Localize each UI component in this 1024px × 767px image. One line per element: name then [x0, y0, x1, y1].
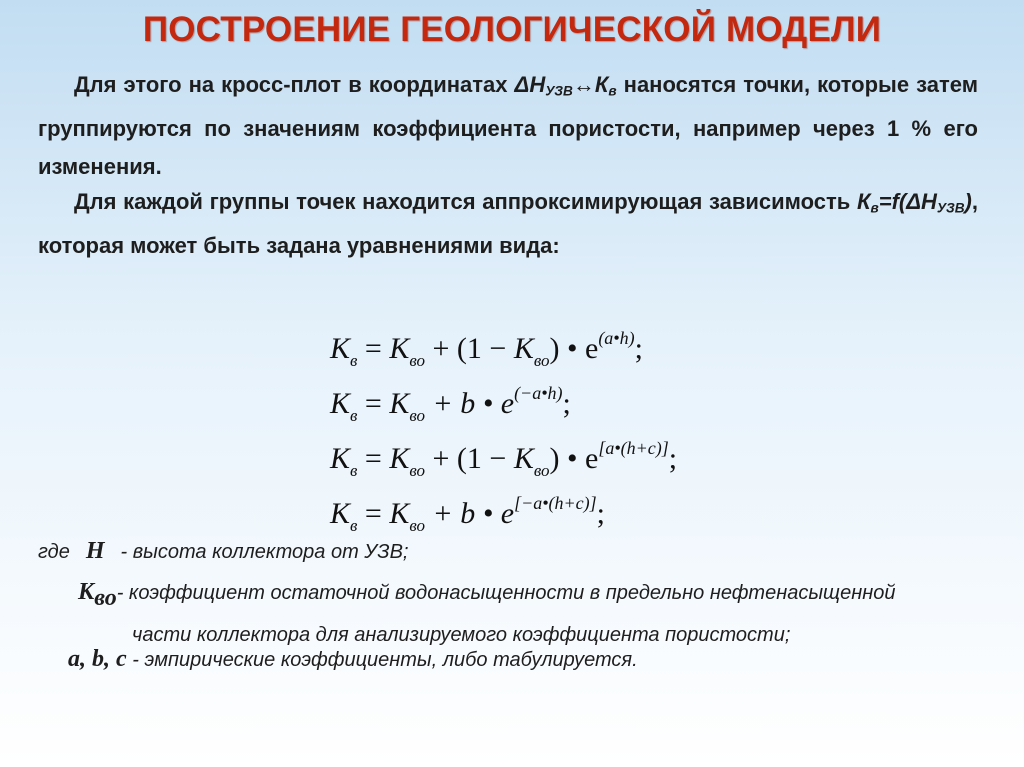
formula-3 [330, 423, 750, 478]
f2-lhs: K [330, 387, 351, 420]
p2-eq: =f(ΔН [878, 189, 937, 214]
paragraph-approximation [38, 183, 978, 265]
note-k-desc-1: - коэффициент остаточной водонасыщенности в предельно нефтенасыщенной [116, 582, 896, 604]
f1-lhs-sub: в [350, 351, 358, 370]
note-kvo [78, 574, 1010, 654]
f4-lhs-sub: в [350, 516, 358, 535]
f4-eq: = [357, 497, 390, 530]
f1-tail: ) • e [549, 332, 599, 365]
f4-exp: [−a•(h+c)] [514, 493, 597, 513]
p2-close: ) [964, 189, 972, 214]
note-h-desc: - высота коллектора от УЗВ; [120, 541, 409, 563]
f1-eq: = [357, 332, 390, 365]
note-h-symbol: H [85, 538, 105, 564]
p1-dh-sub: УЗВ [545, 83, 573, 99]
note-h [38, 538, 408, 565]
formula-block [330, 313, 750, 533]
note-k-sub: во [94, 585, 117, 611]
f1-k0-sub: во [409, 351, 425, 370]
p2-dh-sub: УЗВ [936, 200, 965, 216]
f2-end: ; [562, 387, 571, 420]
note-k-symbol: К [78, 579, 95, 605]
f4-lhs: K [330, 497, 351, 530]
f3-end: ; [668, 442, 678, 475]
note-abc [68, 646, 638, 673]
p2-k: К [856, 189, 871, 214]
f2-rest: + b • e [425, 387, 515, 420]
f3-exp: [a•(h+c)] [598, 438, 669, 458]
f2-k0: K [389, 387, 410, 420]
f3-rest: + (1 − [425, 442, 514, 475]
p1-k-sub: в [608, 83, 617, 99]
note-where: где [38, 541, 70, 563]
f2-lhs-sub: в [350, 406, 358, 425]
f2-k0-sub: во [409, 406, 425, 425]
p2-text-after: , которая может быть задана уравнениями вида: [38, 189, 978, 259]
f3-lhs: K [330, 442, 351, 475]
f3-k1: K [513, 442, 534, 475]
p1-arrow: ↔ [572, 72, 595, 97]
note-abc-symbol: a, b, c [68, 646, 127, 672]
formula-2 [330, 368, 750, 423]
note-abc-desc: - эмпирические коэффициенты, либо табулируется. [126, 649, 638, 671]
p2-k-sub: в [870, 200, 879, 216]
f2-eq: = [357, 387, 390, 420]
f1-lhs: K [330, 332, 351, 365]
f3-k0-sub: во [409, 461, 425, 480]
slide-title: ПОСТРОЕНИЕ ГЕОЛОГИЧЕСКОЙ МОДЕЛИ [142, 10, 882, 49]
f1-end: ; [634, 332, 643, 365]
f4-k0: K [389, 497, 410, 530]
p1-dh: ΔН [514, 72, 546, 97]
p1-k: К [594, 72, 609, 97]
f4-k0-sub: во [409, 516, 425, 535]
f1-k0: K [389, 332, 410, 365]
f2-exp: (−a•h) [514, 383, 563, 403]
f3-lhs-sub: в [350, 461, 358, 480]
f1-k1: K [513, 332, 534, 365]
note-k-desc-2: части коллектора для анализируемого коэффициента пористости; [132, 624, 791, 646]
f3-tail: ) • e [549, 442, 599, 475]
formula-4 [330, 478, 750, 533]
f4-end: ; [596, 497, 605, 530]
f3-k1-sub: во [533, 461, 550, 480]
f3-k0: K [389, 442, 410, 475]
f1-exp: (a•h) [598, 328, 635, 348]
f4-rest: + b • e [425, 497, 515, 530]
p1-text-before: Для этого на кросс-плот в координатах [74, 72, 515, 97]
p2-text-before: Для каждой группы точек находится аппроксимирующая зависимость [74, 189, 857, 214]
paragraph-crossplot [38, 66, 978, 186]
f1-k1-sub: во [533, 351, 550, 370]
f3-eq: = [357, 442, 390, 475]
formula-1 [330, 313, 750, 368]
f1-rest: + (1 − [425, 332, 514, 365]
p1-text-after: наносятся точки, которые затем группируются по значениям коэффициента пористости, например через 1 % его изменения. [38, 72, 978, 180]
